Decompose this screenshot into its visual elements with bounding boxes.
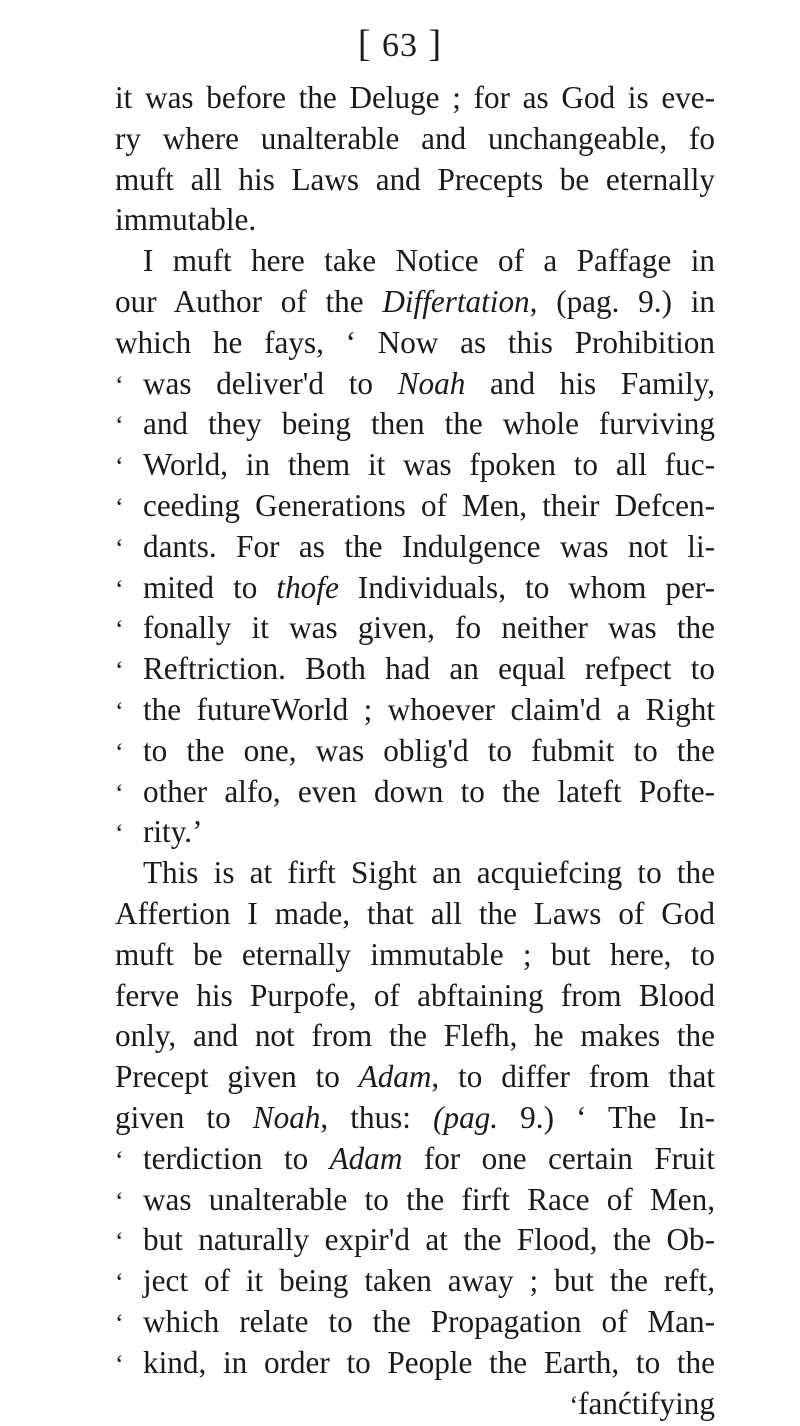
- text-line: ‘ but naturally expir'd at the Flood, the Ob-: [115, 1220, 715, 1261]
- text-line: it was before the Deluge ; for as God is eve-: [115, 78, 715, 119]
- text-line: muft all his Laws and Precepts be eternally: [115, 160, 715, 201]
- text-line: ‘ ceeding Generations of Men, their Defcen-: [115, 486, 715, 527]
- text-line: ‘ mited to thofe Individuals, to whom per-: [115, 568, 715, 609]
- text-line: ferve his Purpofe, of abftaining from Blood: [115, 976, 715, 1017]
- text-line: ‘ rity.’: [115, 812, 715, 853]
- text-line: ‘ was unalterable to the firft Race of Men,: [115, 1180, 715, 1221]
- quote-mark: ‘: [115, 774, 143, 815]
- quote-mark: ‘: [115, 529, 143, 570]
- text-line: which he fays, ‘ Now as this Prohibition: [115, 323, 715, 364]
- text-line: ‘ dants. For as the Indulgence was not li-: [115, 527, 715, 568]
- text-line: This is at firft Sight an acquiefcing to the: [115, 853, 715, 894]
- body-text: [115, 78, 715, 1424]
- quote-mark: ‘: [115, 733, 143, 774]
- quote-mark: ‘: [115, 1345, 143, 1386]
- quote-mark: ‘: [115, 406, 143, 447]
- text-line: ‘ World, in them it was fpoken to all fuc-: [115, 445, 715, 486]
- quote-mark: ‘: [115, 1304, 143, 1345]
- quote-mark: ‘: [550, 1386, 578, 1426]
- quote-mark: ‘: [115, 814, 143, 855]
- text-line: only, and not from the Flefh, he makes the: [115, 1016, 715, 1057]
- text-line: Precept given to Adam, to differ from that: [115, 1057, 715, 1098]
- page-number: [0, 22, 800, 66]
- quote-mark: ‘: [115, 610, 143, 651]
- text-line: ‘ terdiction to Adam for one certain Fruit: [115, 1139, 715, 1180]
- text-line: I muft here take Notice of a Paffage in: [115, 241, 715, 282]
- page-number-digits: 63: [382, 27, 418, 64]
- quote-mark: ‘: [115, 692, 143, 733]
- quote-mark: ‘: [115, 1263, 143, 1304]
- text-line: ‘ fonally it was given, fo neither was the: [115, 608, 715, 649]
- quote-mark: ‘: [115, 1182, 143, 1223]
- text-line: our Author of the Differtation, (pag. 9.) in: [115, 282, 715, 323]
- text-line: ‘ other alfo, even down to the lateft Pofte-: [115, 772, 715, 813]
- text-line: ‘ which relate to the Propagation of Man-: [115, 1302, 715, 1343]
- quote-mark: ‘: [115, 366, 143, 407]
- quote-mark: ‘: [115, 570, 143, 611]
- quote-mark: ‘: [115, 651, 143, 692]
- quote-mark: ‘: [115, 447, 143, 488]
- bracket-close: ]: [429, 23, 443, 65]
- text-line: muft be eternally immutable ; but here, to: [115, 935, 715, 976]
- text-line: ry where unalterable and unchangeable, fo: [115, 119, 715, 160]
- text-line: ‘ and they being then the whole furviving: [115, 404, 715, 445]
- text-line: ‘ kind, in order to People the Earth, to the: [115, 1343, 715, 1384]
- quote-mark: ‘: [115, 1222, 143, 1263]
- quote-mark: ‘: [115, 1141, 143, 1182]
- text-line: ‘ the futureWorld ; whoever claim'd a Right: [115, 690, 715, 731]
- text-line: ‘ to the one, was oblig'd to fubmit to the: [115, 731, 715, 772]
- text-line: immutable.: [115, 200, 715, 241]
- text-line: ‘ Reftriction. Both had an equal refpect to: [115, 649, 715, 690]
- catchword: ‘fanćtifying: [115, 1384, 715, 1425]
- text-line: Affertion I made, that all the Laws of God: [115, 894, 715, 935]
- quote-mark: ‘: [115, 488, 143, 529]
- bracket-open: [: [358, 23, 372, 65]
- text-line: ‘ was deliver'd to Noah and his Family,: [115, 364, 715, 405]
- text-line: given to Noah, thus: (pag. 9.) ‘ The In-: [115, 1098, 715, 1139]
- text-line: ‘ ject of it being taken away ; but the reft,: [115, 1261, 715, 1302]
